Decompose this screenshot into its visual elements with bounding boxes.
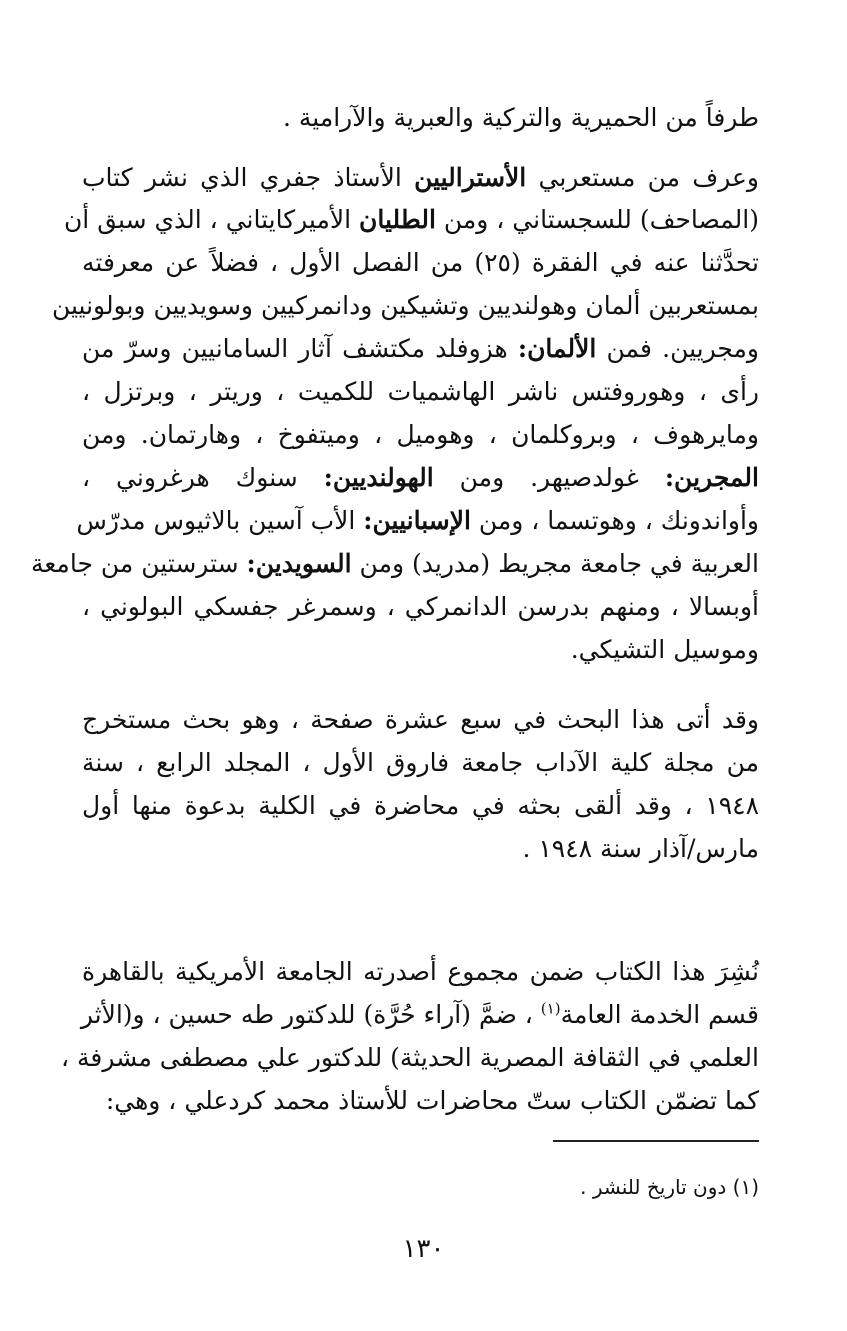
paragraph-line: كما تضمّن الكتاب ستّ محاضرات للأستاذ محمد كردعلي ، وهي:: [105, 1086, 759, 1115]
bold-term: السويدين:: [246, 549, 352, 578]
paragraph-line: العربية في جامعة مجريط (مدريد) ومن السويدين: سترستين من جامعة: [30, 549, 759, 578]
paragraph-line: بمستعربين ألمان وهولنديين وتشيكين ودانمركيين وسويديين وبولونيين: [51, 291, 759, 320]
paragraph-line: ومايرهوف ، وبروكلمان ، وهوميل ، وميتفوخ ، وهارتمان. ومن: [82, 420, 759, 449]
bold-term: الطليان: [359, 205, 436, 234]
paragraph-line: وقد أتى هذا البحث في سبع عشرة صفحة ، وهو بحث مستخرج: [82, 705, 759, 734]
paragraph-line: ١٩٤٨ ، وقد ألقى بحثه في محاضرة في الكلية بدعوة منها أول: [82, 791, 759, 820]
footnote-separator: [553, 1140, 759, 1142]
bold-term: الأستراليين: [414, 163, 527, 192]
paragraph-line: أوبسالا ، ومنهم بدرسن الدانمركي ، وسمرغر جفسكي البولوني ،: [82, 592, 759, 621]
paragraph-line: قسم الخدمة العامة$^{(١)}$ ، ضمَّ (آراء حُرَّة) للدكتور طه حسين ، و(الأثر: [80, 999, 759, 1029]
paragraph-line: تحدَّثنا عنه في الفقرة (٢٥) من الفصل الأول ، فضلاً عن معرفته: [82, 248, 760, 277]
paragraph-line: (المصاحف) للسجستاني ، ومن الطليان الأميركايتاني ، الذي سبق أن: [63, 205, 759, 234]
paragraph-line: طرفاً من الحميرية والتركية والعبرية والآرامية .: [282, 103, 759, 132]
bold-term: الهولنديين:: [323, 463, 434, 492]
footnote-marker: (١): [540, 999, 561, 1018]
footnote: (١) دون تاريخ للنشر .: [580, 1175, 759, 1199]
bold-term: الإسبانيين:: [363, 506, 471, 535]
paragraph-line: من مجلة كلية الآداب جامعة فاروق الأول ، المجلد الرابع ، سنة: [82, 748, 759, 777]
bold-term: المجرين:: [664, 463, 759, 492]
paragraph-line: العلمي في الثقافة المصرية الحديثة) للدكتور علي مصطفى مشرفة ،: [60, 1043, 759, 1072]
paragraph-line: وعرف من مستعربي الأستراليين الأستاذ جفري الذي نشر كتاب: [82, 163, 759, 192]
paragraph-line: مارس/آذار سنة ١٩٤٨ .: [522, 834, 759, 863]
paragraph-line: رأى ، وهوروفتس ناشر الهاشميات للكميت ، وريتر ، وبرتزل ،: [82, 377, 759, 406]
paragraph-line: وأواندونك ، وهوتسما ، ومن الإسبانيين: الأب آسين بالاثيوس مدرّس: [76, 506, 759, 535]
paragraph-line: نُشِرَ هذا الكتاب ضمن مجموع أصدرته الجامعة الأمريكية بالقاهرة: [82, 957, 759, 986]
paragraph-line: وموسيل التشيكي.: [570, 635, 759, 664]
page-number: ١٣٠: [402, 1234, 445, 1264]
bold-term: الألمان:: [517, 334, 597, 363]
paragraph-line: ومجريين. فمن الألمان: هزوفلد مكتشف آثار السامانيين وسرّ من: [82, 334, 760, 363]
paragraph-line: المجرين: غولدصيهر. ومن الهولنديين: سنوك هرغروني ،: [82, 463, 759, 492]
